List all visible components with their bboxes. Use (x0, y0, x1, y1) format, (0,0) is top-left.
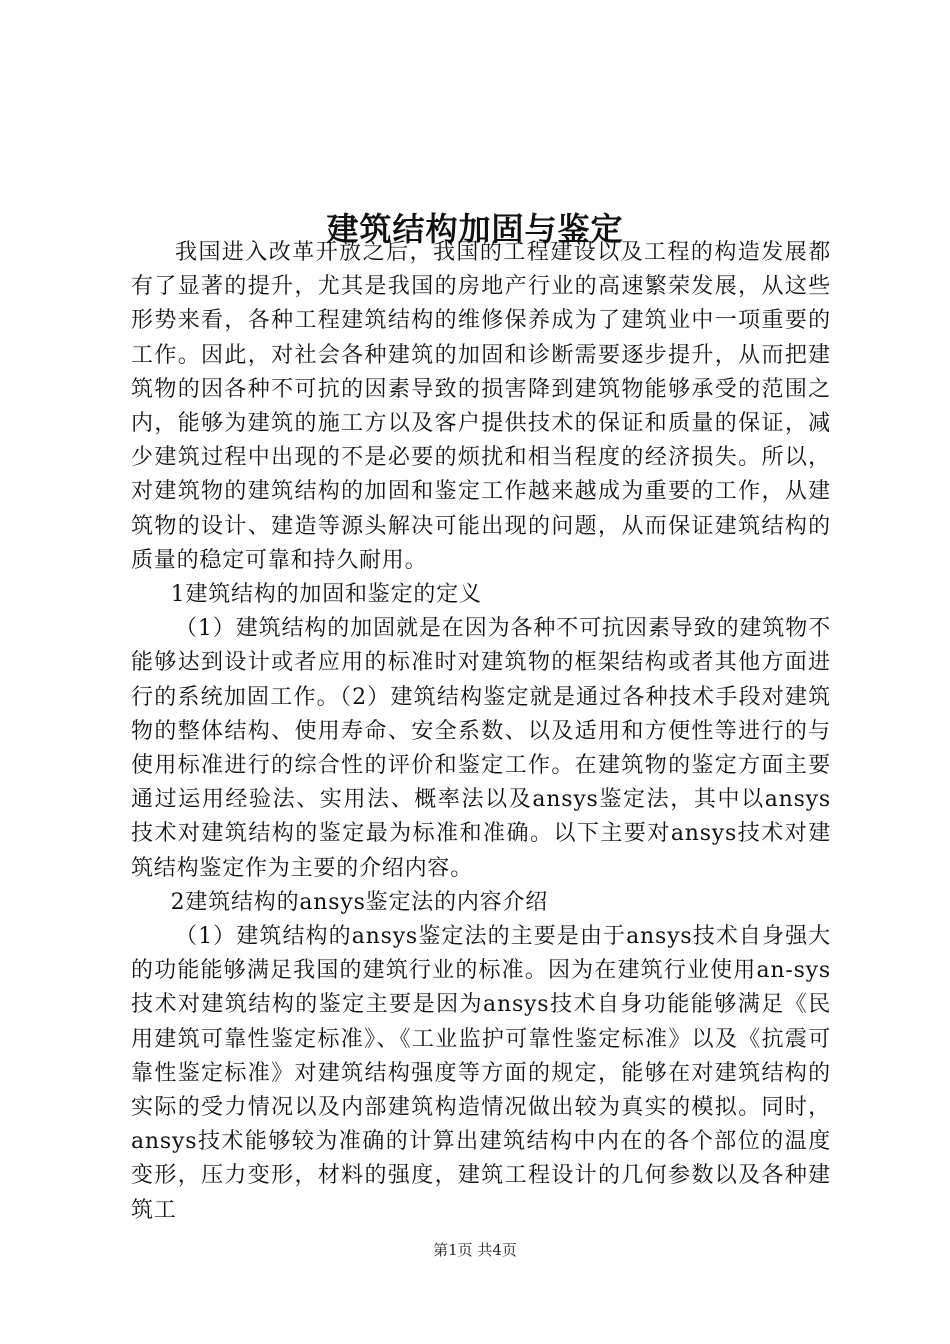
paragraph-definition: （1）建筑结构的加固就是在因为各种不可抗因素导致的建筑物不能够达到设计或者应用的标准时对建筑物的框架结构或者其他方面进行的系统加固工作。（2）建筑结构鉴定就是通过各种技术手段对建筑物的整体结构、使用寿命、安全系数、以及适用和方便性等进行的与使用标准进行的综合性的评价和鉴定工作。在建筑物的鉴定方面主要通过运用经验法、实用法、概率法以及ansys鉴定法，其中以ansys技术对建筑结构的鉴定最为标准和准确。以下主要对ansys技术对建筑结构鉴定作为主要的介绍内容。 (131, 616, 831, 881)
document-title: 建筑结构加固与鉴定 (326, 210, 624, 249)
paragraph-intro: 我国进入改革开放之后，我国的工程建设以及工程的构造发展都有了显著的提升，尤其是我国的房地产行业的高速繁荣发展，从这些形势来看，各种工程建筑结构的维修保养成为了建筑业中一项重要的工作。因此，对社会各种建筑的加固和诊断需要逐步提升，从而把建筑物的因各种不可抗的因素导致的损害降到建筑物能够承受的范围之内，能够为建筑的施工方以及客户提供技术的保证和质量的保证，减少建筑过程中出现的不是必要的烦扰和相当程度的经济损失。所以，对建筑物的建筑结构的加固和鉴定工作越来越成为重要的工作，从建筑物的设计、建造等源头解决可能出现的问题，从而保证建筑结构的质量的稳定可靠和持久耐用。 (131, 240, 831, 573)
paragraph-ansys: （1）建筑结构的ansys鉴定法的主要是由于ansys技术自身强大的功能能够满足我国的建筑行业的标准。因为在建筑行业使用an-sys技术对建筑结构的鉴定主要是因为ansys技术自身功能能够满足《民用建筑可靠性鉴定标准》、《工业监护可靠性鉴定标准》以及《抗震可靠性鉴定标准》对建筑结构强度等方面的规定，能够在对建筑结构的实际的受力情况以及内部建筑构造情况做出较为真实的模拟。同时，ansys技术能够较为准确的计算出建筑结构中内在的各个部位的温度变形，压力变形，材料的强度，建筑工程设计的几何参数以及各种建筑工 (131, 924, 831, 1223)
document-body (131, 236, 831, 1228)
section-heading-1: 1建筑结构的加固和鉴定的定义 (170, 582, 482, 608)
section-heading-2: 2建筑结构的ansys鉴定法的内容介绍 (170, 889, 549, 915)
page-number-footer: 第1页 共4页 (433, 1241, 517, 1259)
